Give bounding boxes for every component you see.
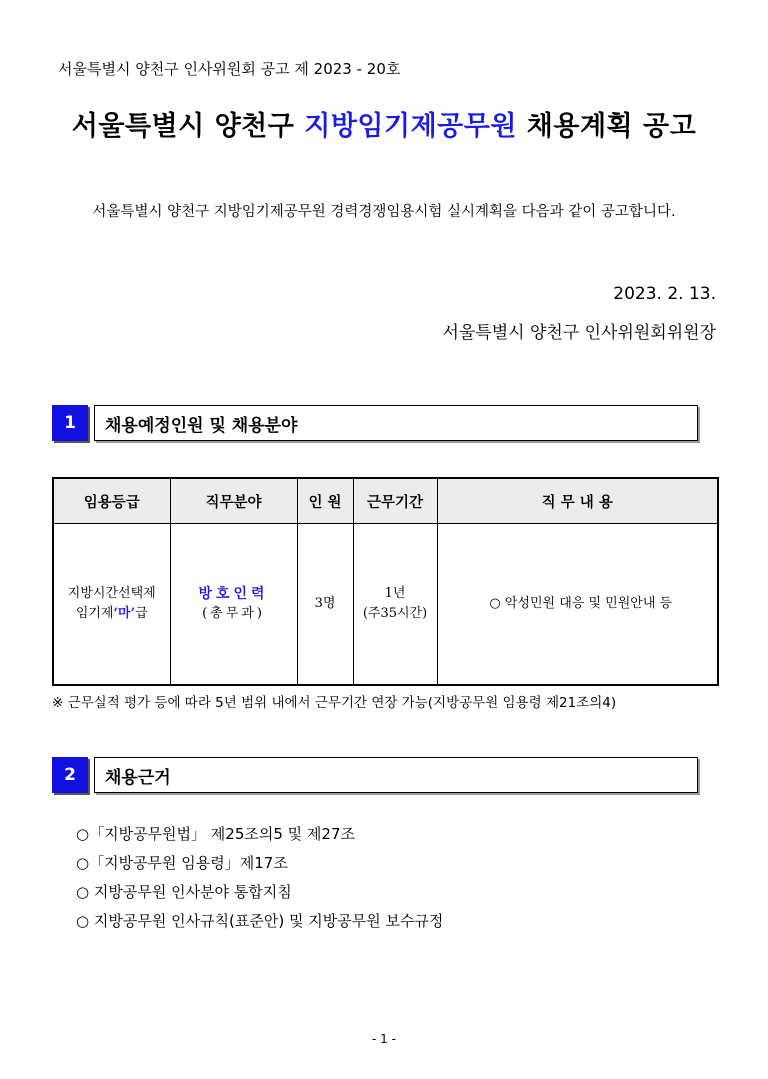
cell-headcount: 3명: [297, 524, 353, 686]
list-item: ○ 지방공무원 인사규칙(표준안) 및 지방공무원 보수규정: [76, 912, 444, 930]
section-1-title: 채용예정인원 및 채용분야: [94, 405, 698, 441]
cell-grade: [53, 524, 170, 686]
col-header-duty: 직 무 내 용: [437, 478, 718, 524]
grade-prefix: 임기제: [75, 606, 114, 621]
table-row: [53, 524, 718, 686]
period-line-2: (주35시간): [362, 606, 428, 621]
cell-field: [170, 524, 297, 686]
notice-number: 서울특별시 양천구 인사위원회 공고 제 2023 - 20호: [58, 60, 401, 78]
title-highlight: 지방임기제공무원: [304, 111, 517, 142]
page-title: [0, 104, 768, 143]
field-main: 방호인력: [198, 586, 269, 602]
table-header-row: [53, 478, 718, 524]
title-suffix: 채용계획 공고: [516, 111, 697, 142]
period-line-1: 1년: [384, 586, 406, 601]
col-header-headcount: 인 원: [297, 478, 353, 524]
section-1-header: [52, 405, 698, 441]
recruitment-table: [52, 477, 719, 686]
list-item: ○「지방공무원법」 제25조의5 및 제27조: [76, 825, 355, 843]
col-header-field: 직무분야: [170, 478, 297, 524]
section-1-number: 1: [52, 405, 88, 441]
basis-list: [76, 820, 443, 936]
cell-duty: ○ 악성민원 대응 및 민원안내 등: [437, 524, 718, 686]
title-prefix: 서울특별시 양천구: [71, 111, 305, 142]
list-item: ○ 지방공무원 인사분야 통합지침: [76, 883, 292, 901]
notice-date: 2023. 2. 13.: [613, 284, 716, 304]
intro-text: 서울특별시 양천구 지방임기제공무원 경력경쟁임용시험 실시계획을 다음과 같이 공고합니다.: [92, 204, 676, 220]
col-header-period: 근무기간: [353, 478, 437, 524]
cell-period: [353, 524, 437, 686]
grade-suffix: 급: [135, 606, 148, 621]
section-2-header: [52, 757, 698, 793]
list-item: ○「지방공무원 임용령」제17조: [76, 854, 288, 872]
grade-line-1: 지방시간선택제: [67, 586, 156, 601]
grade-line-2: [55, 604, 169, 624]
section-2-number: 2: [52, 757, 88, 793]
field-sub: (총무과): [202, 606, 265, 621]
issuer: 서울특별시 양천구 인사위원회위원장: [442, 323, 716, 343]
page-number: - 1 -: [372, 1032, 396, 1046]
col-header-grade: 임용등급: [53, 478, 170, 524]
grade-quote: ‘마’: [113, 606, 136, 621]
section-2-title: 채용근거: [94, 757, 698, 793]
table-note: ※ 근무실적 평가 등에 따라 5년 범위 내에서 근무기간 연장 가능(지방공무원 임용령 제21조의4): [52, 695, 617, 711]
